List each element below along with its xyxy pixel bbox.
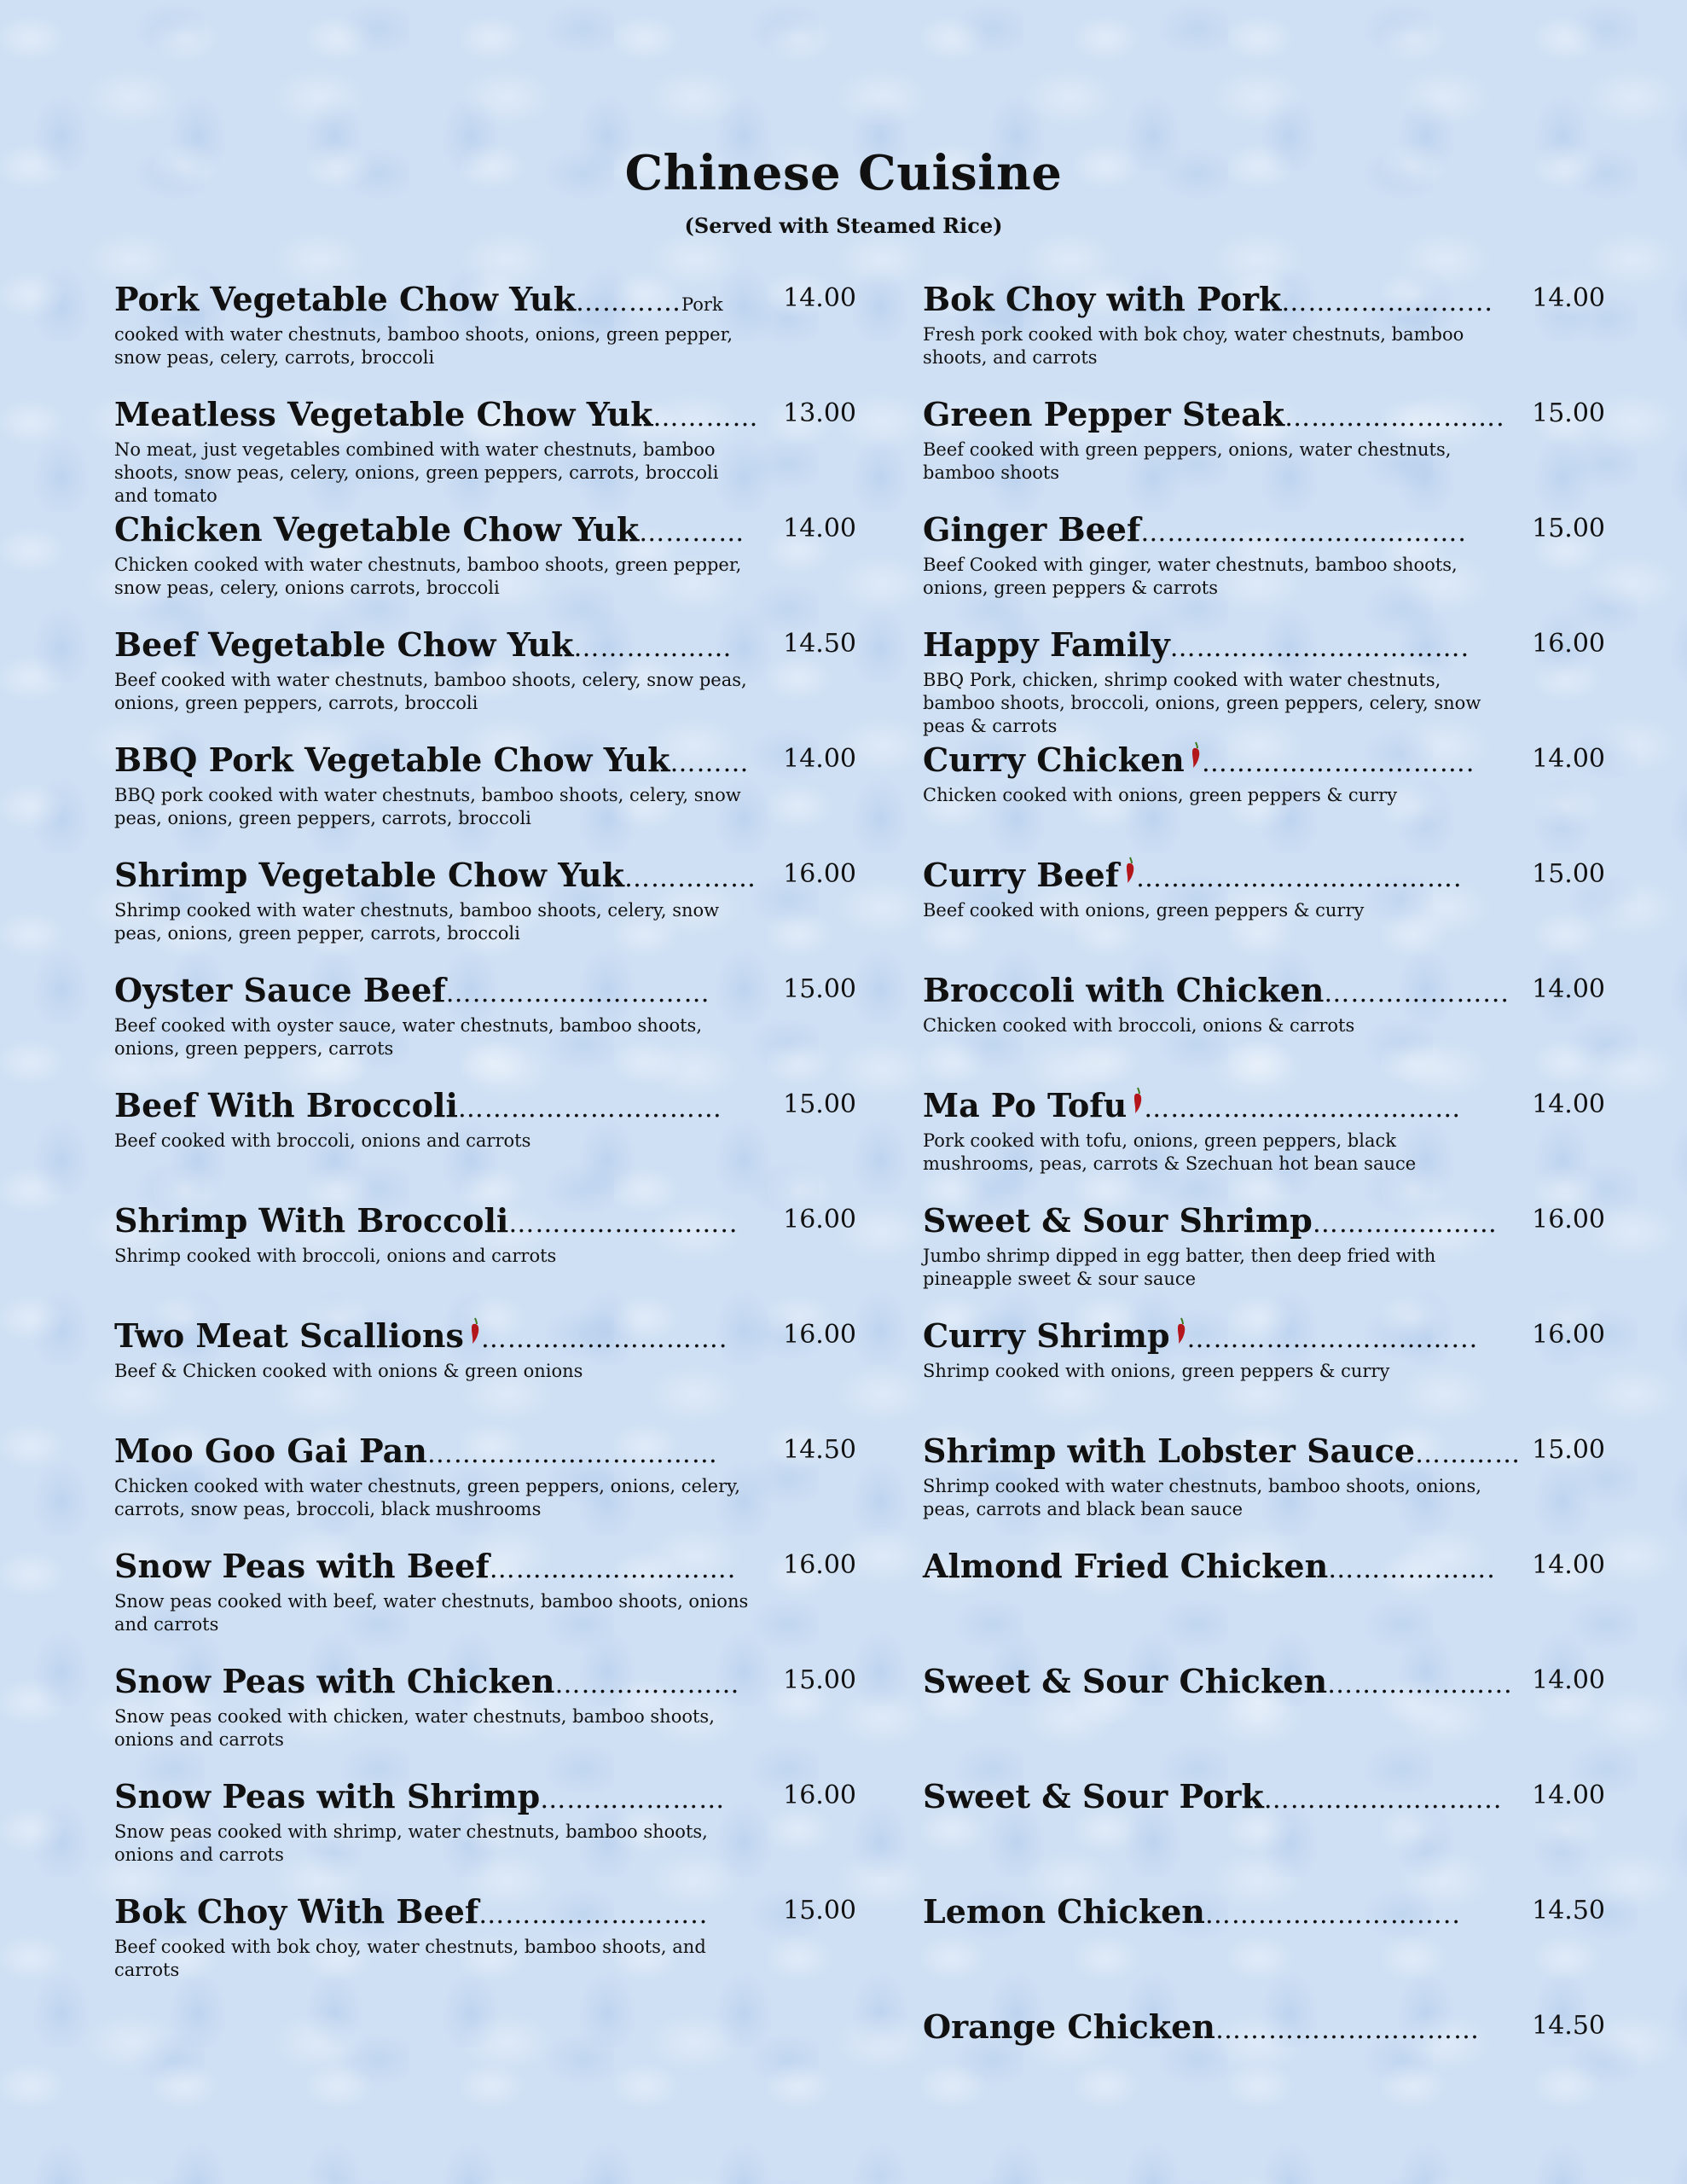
dot-leader: ………………. (1328, 1554, 1496, 1584)
dot-leader: ………………… (554, 1670, 740, 1699)
menu-item (114, 625, 856, 741)
menu-item-name: Broccoli with Chicken (923, 971, 1325, 1009)
menu-title: Chinese Cuisine (624, 145, 1063, 201)
menu-item-price: 16.00 (783, 1780, 856, 1810)
menu-item (923, 1892, 1605, 2007)
menu-item-description: Shrimp cooked with broccoli, onions and carrots (114, 1246, 557, 1266)
left-column (114, 280, 856, 2007)
menu-item-name-line (114, 1316, 856, 1355)
menu-item (114, 1547, 856, 1662)
menu-item-name-line (923, 510, 1605, 549)
menu-item-price: 14.50 (1532, 2011, 1605, 2041)
menu-item-price: 15.00 (783, 974, 856, 1004)
menu-item-name: Beef Vegetable Chow Yuk (114, 625, 574, 664)
menu-item (923, 280, 1605, 395)
menu-header (0, 145, 1687, 238)
menu-item-name: Shrimp Vegetable Chow Yuk (114, 856, 624, 894)
dot-leader: …………………………… (426, 1439, 718, 1469)
menu-item (923, 1662, 1605, 1777)
chili-pepper-icon (1175, 1316, 1187, 1345)
menu-item-name-line (114, 510, 856, 549)
menu-item-description: Shrimp cooked with water chestnuts, bamboo shoots, celery, snow peas, onions, green pepper, carrots, broccoli (114, 900, 720, 944)
menu-item (114, 1316, 856, 1432)
menu-item-name: Bok Choy With Beef (114, 1892, 479, 1931)
menu-item (923, 1201, 1605, 1316)
menu-item-name-line (114, 280, 856, 318)
dot-leader: ………………………. (489, 1554, 737, 1584)
menu-item-description: Pork cooked with tofu, onions, green peppers, black mushrooms, peas, carrots & Szechuan hot bean sauce (923, 1130, 1417, 1174)
menu-item (114, 1662, 856, 1777)
dot-leader: …………………………... (1186, 1324, 1479, 1354)
menu-item-name: Lemon Chicken (923, 1892, 1205, 1931)
menu-item (923, 971, 1605, 1086)
menu-item-price: 14.00 (783, 514, 856, 543)
menu-item-name-line (923, 1316, 1605, 1355)
dot-leader: …………………….. (508, 1209, 739, 1239)
dot-leader: ………… (575, 288, 681, 317)
menu-item (923, 1316, 1605, 1432)
menu-item-name-line (114, 1777, 856, 1815)
chili-pepper-icon (1190, 741, 1202, 770)
menu-item-name: Moo Goo Gai Pan (114, 1432, 427, 1470)
menu-item (114, 1201, 856, 1316)
menu-item-description: Beef Cooked with ginger, water chestnuts, bamboo shoots, onions, green peppers & carrots (923, 555, 1458, 598)
menu-item-price: 14.00 (1532, 1550, 1605, 1580)
dot-leader: ………………… (1312, 1209, 1498, 1239)
menu-item (114, 856, 856, 971)
dot-leader: ……………………….. (1204, 1900, 1461, 1930)
dot-leader: …………………………. (1201, 748, 1475, 778)
menu-item-description: Beef & Chicken cooked with onions & green onions (114, 1361, 583, 1381)
menu-item-description: Beef cooked with oyster sauce, water chestnuts, bamboo shoots, onions, green peppers, carrots (114, 1015, 702, 1059)
menu-item-name: Chicken Vegetable Chow Yuk (114, 510, 640, 549)
menu-item-description: Chicken cooked with water chestnuts, bamboo shoots, green pepper, snow peas, celery, onions carrots, broccoli (114, 555, 742, 598)
menu-item-description: Snow peas cooked with shrimp, water chestnuts, bamboo shoots, onions and carrots (114, 1821, 708, 1865)
menu-item-name: Sweet & Sour Pork (923, 1777, 1264, 1815)
menu-item-name-line (923, 1201, 1605, 1240)
dot-leader: ………………………. (480, 1324, 728, 1354)
menu-item-name-line (114, 1086, 856, 1124)
menu-item-name: Curry Chicken (923, 741, 1185, 779)
menu-item (923, 1547, 1605, 1662)
menu-item-description: Beef cooked with bok choy, water chestnuts, bamboo shoots, and carrots (114, 1937, 706, 1980)
menu-item-price: 16.00 (1532, 1205, 1605, 1234)
menu-item-name-line (114, 1432, 856, 1470)
right-column (923, 280, 1605, 2123)
menu-item-price: 16.00 (1532, 1320, 1605, 1350)
menu-item-name-line (114, 1201, 856, 1240)
menu-item-price: 14.00 (1532, 744, 1605, 774)
menu-item-price: 14.00 (783, 283, 856, 313)
menu-item-name-line (114, 1662, 856, 1700)
menu-item-description-start: Pork (681, 294, 723, 315)
menu-item-price: 14.00 (1532, 283, 1605, 313)
menu-item-name: Curry Beef (923, 856, 1120, 894)
dot-leader: ……………………. (1284, 403, 1505, 433)
menu-item-name: Beef With Broccoli (114, 1086, 458, 1124)
menu-item-name: Sweet & Sour Shrimp (923, 1201, 1313, 1240)
menu-item-price: 15.00 (1532, 398, 1605, 428)
dot-leader: …………………….. (478, 1900, 709, 1930)
menu-item-price: 16.00 (783, 1550, 856, 1580)
menu-item-price: 16.00 (1532, 629, 1605, 659)
menu-item-name-line (114, 741, 856, 779)
menu-item-name: Pork Vegetable Chow Yuk (114, 280, 576, 318)
menu-item-name-line (114, 1892, 856, 1931)
menu-item-price: 14.00 (1532, 1089, 1605, 1119)
chili-pepper-icon (1132, 1086, 1144, 1115)
menu-item-description: Chicken cooked with onions, green peppers & curry (923, 785, 1398, 805)
menu-item (923, 856, 1605, 971)
menu-item-name: Oyster Sauce Beef (114, 971, 446, 1009)
menu-item (923, 741, 1605, 856)
dot-leader: ………… (652, 403, 759, 433)
menu-item-name-line (114, 1547, 856, 1585)
menu-item-price: 15.00 (783, 1896, 856, 1926)
menu-item-price: 14.00 (1532, 1780, 1605, 1810)
menu-item-price: 15.00 (783, 1089, 856, 1119)
menu-item (114, 1777, 856, 1892)
menu-item-description: Shrimp cooked with onions, green peppers & curry (923, 1361, 1390, 1381)
menu-item-name-line (923, 1432, 1605, 1470)
menu-item-price: 14.00 (1532, 974, 1605, 1004)
menu-item-name-line (923, 625, 1605, 664)
menu-item (114, 1086, 856, 1201)
dot-leader: ……………………………. (1169, 633, 1470, 663)
menu-subtitle: (Served with Steamed Rice) (684, 213, 1003, 238)
menu-item-name-line (923, 741, 1605, 779)
menu-item-name-line (923, 1547, 1605, 1585)
menu-item-description: Beef cooked with water chestnuts, bamboo shoots, celery, snow peas, onions, green peppers, carrots, broccoli (114, 670, 747, 713)
dot-leader: ………………………… (445, 979, 710, 1008)
menu-item-name: Curry Shrimp (923, 1316, 1170, 1355)
dot-leader: ………………... (1324, 979, 1510, 1008)
menu-item-description: Beef cooked with green peppers, onions, water chestnuts, bamboo shoots (923, 439, 1452, 483)
menu-item-description: Snow peas cooked with chicken, water chestnuts, bamboo shoots, onions and carrots (114, 1706, 715, 1750)
menu-item-name: Happy Family (923, 625, 1170, 664)
menu-item-name-line (923, 1892, 1605, 1931)
menu-item-name-line (923, 395, 1605, 433)
menu-item-name: Sweet & Sour Chicken (923, 1662, 1328, 1700)
dot-leader: …………… (623, 863, 757, 893)
menu-item (923, 395, 1605, 510)
dot-leader: …………………... (1281, 288, 1493, 317)
menu-item-description: cooked with water chestnuts, bamboo shoots, onions, green pepper, snow peas, celery, carrots, broccoli (114, 324, 733, 368)
menu-item-name: Bok Choy with Pork (923, 280, 1282, 318)
menu-item-price: 15.00 (1532, 514, 1605, 543)
menu-item-name: Green Pepper Steak (923, 395, 1285, 433)
dot-leader: ……………………………… (1144, 1094, 1462, 1124)
menu-item-price: 13.00 (783, 398, 856, 428)
chili-pepper-icon (469, 1316, 481, 1345)
menu-item-description: Chicken cooked with water chestnuts, green peppers, onions, celery, carrots, snow peas, broccoli, black mushrooms (114, 1476, 740, 1519)
menu-item-name: Shrimp With Broccoli (114, 1201, 509, 1240)
menu-item (114, 280, 856, 395)
menu-item-price: 16.00 (783, 1205, 856, 1234)
menu-item-name: BBQ Pork Vegetable Chow Yuk (114, 741, 670, 779)
menu-item-name: Two Meat Scallions (114, 1316, 464, 1355)
menu-item-description: Snow peas cooked with beef, water chestnuts, bamboo shoots, onions and carrots (114, 1591, 749, 1635)
dot-leader: ……………………... (1263, 1785, 1503, 1815)
menu-item-price: 15.00 (1532, 859, 1605, 889)
menu-item (923, 1432, 1605, 1547)
menu-item-price: 14.00 (1532, 1665, 1605, 1695)
dot-leader: ………………... (1327, 1670, 1513, 1699)
menu-item-name-line (114, 971, 856, 1009)
menu-item-description: BBQ pork cooked with water chestnuts, bamboo shoots, celery, snow peas, onions, green peppers, carrots, broccoli (114, 785, 741, 828)
menu-item-name-line (923, 1777, 1605, 1815)
dot-leader: ………………………… (457, 1094, 722, 1124)
menu-item-name: Ma Po Tofu (923, 1086, 1128, 1124)
menu-item-name: Shrimp with Lobster Sauce (923, 1432, 1416, 1470)
menu-item (923, 625, 1605, 741)
dot-leader: ………………………………. (1140, 518, 1467, 548)
menu-item-description: Chicken cooked with broccoli, onions & carrots (923, 1015, 1355, 1036)
menu-item (923, 1777, 1605, 1892)
menu-item (114, 395, 856, 510)
menu-item-name-line (923, 856, 1605, 894)
menu-item-price: 14.00 (783, 744, 856, 774)
dot-leader: ………… (1415, 1439, 1522, 1469)
menu-item-description: Fresh pork cooked with bok choy, water chestnuts, bamboo shoots, and carrots (923, 324, 1464, 368)
dot-leader: ………………… (540, 1785, 726, 1815)
menu-item-name: Orange Chicken (923, 2007, 1215, 2046)
menu-item-name-line (923, 2007, 1605, 2046)
menu-item-name: Snow Peas with Chicken (114, 1662, 555, 1700)
menu-item-description: BBQ Pork, chicken, shrimp cooked with water chestnuts, bamboo shoots, broccoli, onions, green peppers, celery, snow peas & carrots (923, 670, 1481, 736)
menu-item (114, 741, 856, 856)
menu-item (114, 1432, 856, 1547)
menu-item-description: Beef cooked with onions, green peppers & curry (923, 900, 1365, 921)
menu-item-name: Snow Peas with Beef (114, 1547, 490, 1585)
menu-item (114, 971, 856, 1086)
menu-item-name-line (923, 1662, 1605, 1700)
menu-item (114, 510, 856, 625)
menu-item-description: No meat, just vegetables combined with water chestnuts, bamboo shoots, snow peas, celery, onions, green peppers, carrots, broccoli and tomato (114, 439, 719, 506)
menu-item (923, 510, 1605, 625)
menu-item-price: 15.00 (1532, 1435, 1605, 1465)
menu-item (923, 1086, 1605, 1201)
menu-item-description: Shrimp cooked with water chestnuts, bamboo shoots, onions, peas, carrots and black bean sauce (923, 1476, 1481, 1519)
dot-leader: ………………………………. (1136, 863, 1463, 893)
menu-item-name-line (923, 971, 1605, 1009)
menu-item-description: Jumbo shrimp dipped in egg batter, then deep fried with pineapple sweet & sour sauce (923, 1246, 1436, 1289)
menu-item-price: 14.50 (783, 629, 856, 659)
menu-item (923, 2007, 1605, 2123)
dot-leader: ………………………… (1215, 2015, 1480, 2045)
menu-item-price: 15.00 (783, 1665, 856, 1695)
menu-item-name-line (923, 1086, 1605, 1124)
menu-item-price: 16.00 (783, 1320, 856, 1350)
menu-item-price: 16.00 (783, 859, 856, 889)
dot-leader: ……… (670, 748, 750, 778)
menu-item-name-line (114, 395, 856, 433)
menu-item-price: 14.50 (783, 1435, 856, 1465)
menu-item-description: Beef cooked with broccoli, onions and carrots (114, 1130, 531, 1151)
chili-pepper-icon (1124, 856, 1136, 885)
menu-item-name-line (923, 280, 1605, 318)
dot-leader: ……………… (573, 633, 733, 663)
dot-leader: ………… (639, 518, 745, 548)
menu-item (114, 1892, 856, 2007)
menu-item-name: Almond Fried Chicken (923, 1547, 1329, 1585)
menu-item-name: Meatless Vegetable Chow Yuk (114, 395, 653, 433)
menu-item-name: Snow Peas with Shrimp (114, 1777, 541, 1815)
menu-item-name-line (114, 856, 856, 894)
menu-item-name-line (114, 625, 856, 664)
menu-item-name: Ginger Beef (923, 510, 1141, 549)
menu-item-price: 14.50 (1532, 1896, 1605, 1926)
